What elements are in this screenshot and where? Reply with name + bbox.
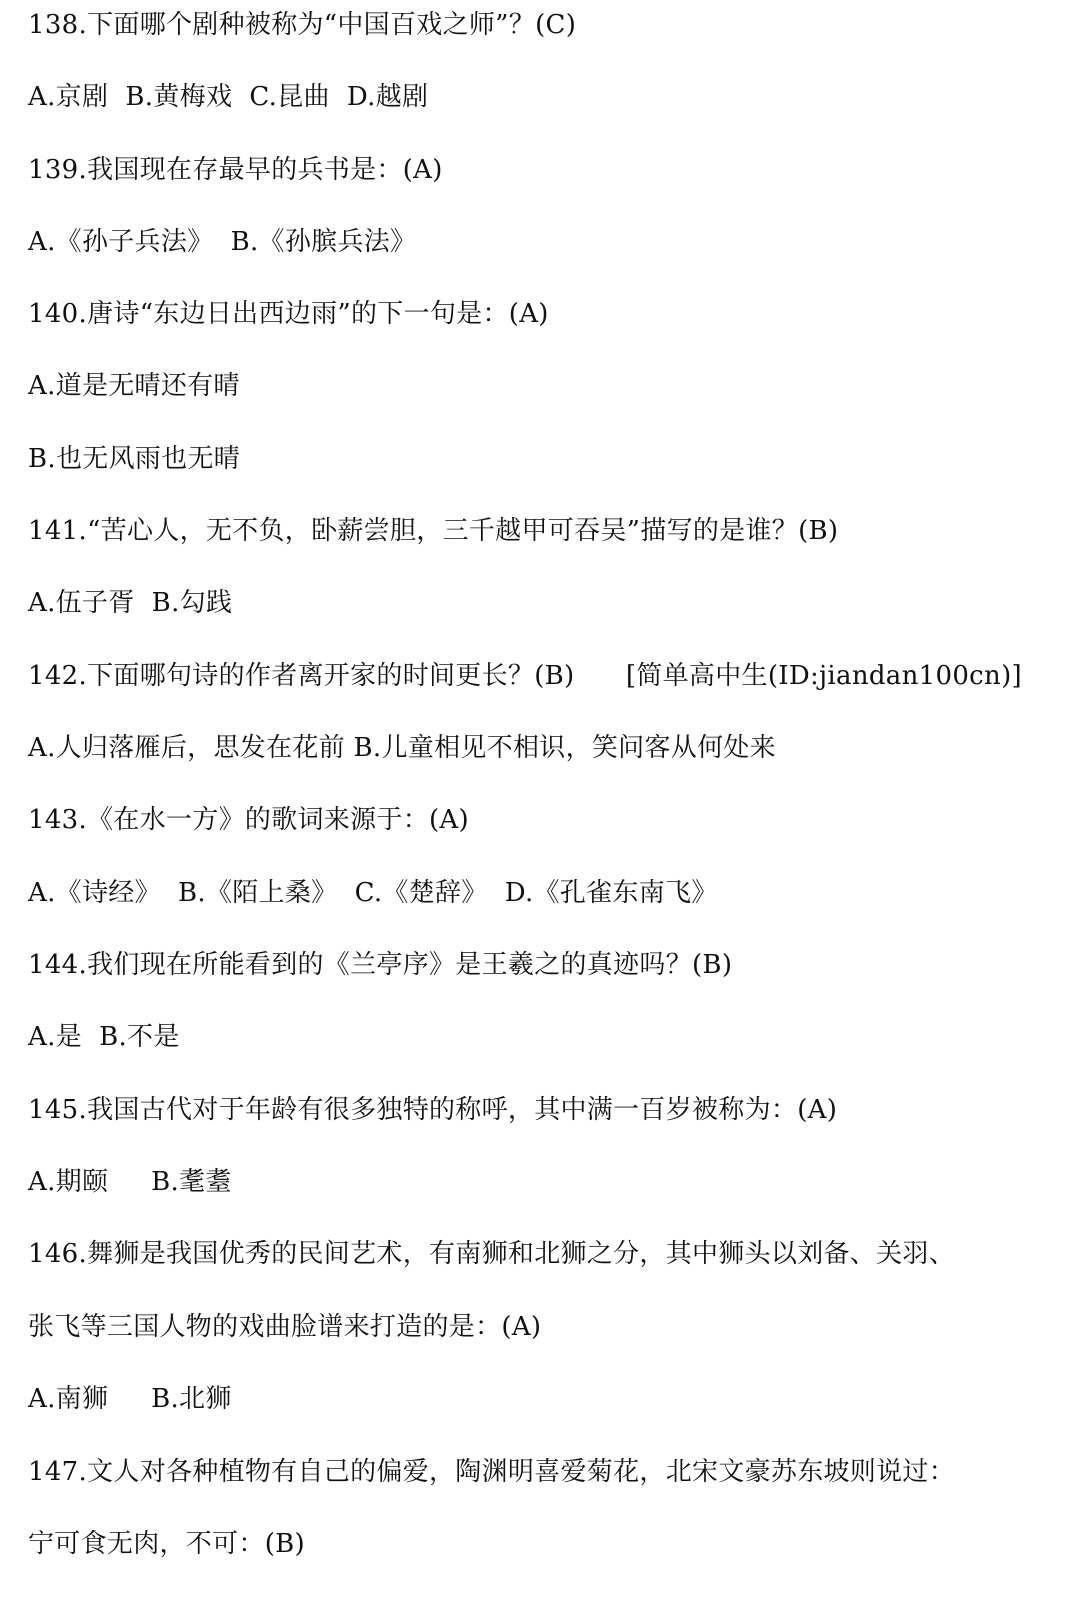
question-142: 142.下面哪句诗的作者离开家的时间更长？(B) [简单高中生(ID:jiandan100cn)] xyxy=(28,661,1022,691)
question-140: 140.唐诗“东边日出西边雨”的下一句是：(A) xyxy=(28,299,549,329)
question-146-line-2: 张飞等三国人物的戏曲脸谱来打造的是：(A) xyxy=(28,1312,542,1342)
question-146-line-1: 146.舞狮是我国优秀的民间艺术，有南狮和北狮之分，其中狮头以刘备、关羽、 xyxy=(28,1239,955,1269)
question-139: 139.我国现在存最早的兵书是：(A) xyxy=(28,155,443,185)
question-145: 145.我国古代对于年龄有很多独特的称呼，其中满一百岁被称为：(A) xyxy=(28,1095,838,1125)
options-142: A.人归落雁后，思发在花前 B.儿童相见不相识，笑问客从何处来 xyxy=(28,733,776,763)
question-147-line-2: 宁可食无肉，不可：(B) xyxy=(28,1529,305,1559)
options-145: A.期颐 B.耄耋 xyxy=(28,1167,232,1197)
options-144: A.是 B.不是 xyxy=(28,1022,180,1052)
question-147-line-1: 147.文人对各种植物有自己的偏爱，陶渊明喜爱菊花，北宋文豪苏东坡则说过： xyxy=(28,1457,955,1487)
question-141: 141.“苦心人，无不负，卧薪尝胆，三千越甲可吞吴”描写的是谁？(B) xyxy=(28,516,839,546)
question-144: 144.我们现在所能看到的《兰亭序》是王羲之的真迹吗？(B) xyxy=(28,950,733,980)
option-140-b: B.也无风雨也无晴 xyxy=(28,444,241,474)
option-140-a: A.道是无晴还有晴 xyxy=(28,371,240,401)
question-138: 138.下面哪个剧种被称为“中国百戏之师”？(C) xyxy=(28,10,577,40)
options-146: A.南狮 B.北狮 xyxy=(28,1384,232,1414)
options-143: A.《诗经》 B.《陌上桑》 C.《楚辞》 D.《孔雀东南飞》 xyxy=(28,878,718,908)
options-141: A.伍子胥 B.勾践 xyxy=(28,588,233,618)
options-139: A.《孙子兵法》 B.《孙膑兵法》 xyxy=(28,227,417,257)
options-138: A.京剧 B.黄梅戏 C.昆曲 D.越剧 xyxy=(28,82,429,112)
question-143: 143.《在水一方》的歌词来源于：(A) xyxy=(28,805,469,835)
